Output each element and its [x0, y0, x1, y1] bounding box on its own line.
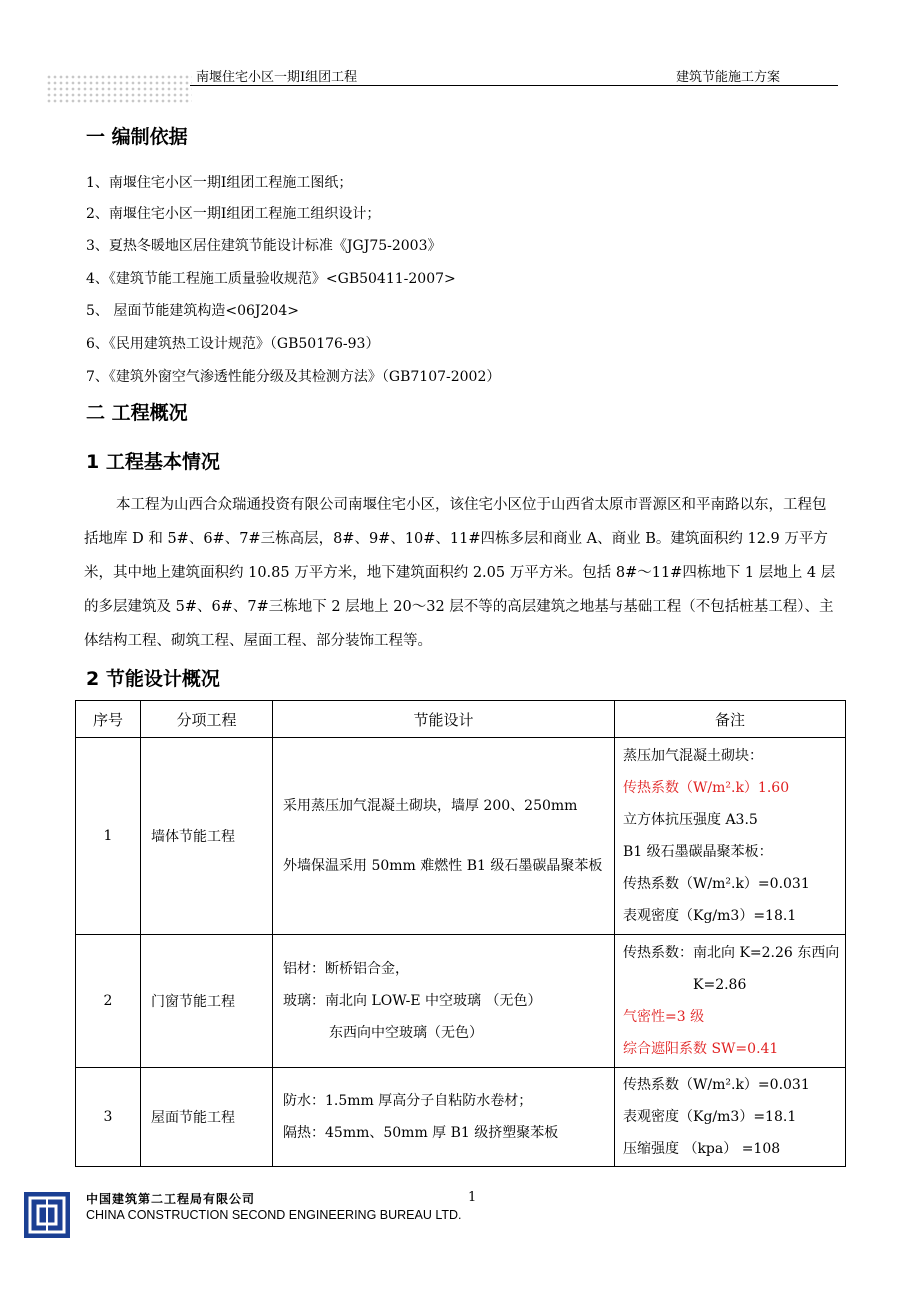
subsection-energy-design-heading: 2 节能设计概况 — [86, 668, 220, 690]
row1-design — [273, 738, 615, 935]
company-logo — [24, 1192, 70, 1238]
row3-design-line: 隔热：45mm、50mm 厚 B1 级挤塑聚苯板 — [283, 1125, 559, 1141]
row2-design — [273, 935, 615, 1068]
table-row — [76, 1068, 846, 1167]
row2-item: 门窗节能工程 — [141, 935, 273, 1068]
row2-note: 传热系数：南北向 K=2.26 东西向 — [623, 945, 840, 961]
subsection-basic-info-heading: 1 工程基本情况 — [86, 451, 220, 473]
basis-item-3: 3、夏热冬暖地区居住建筑节能设计标准《JGJ75-2003》 — [86, 238, 442, 254]
row3-note: 表观密度（Kg/m3）=18.1 — [623, 1109, 797, 1125]
row2-note-highlight: 气密性=3 级 — [623, 1009, 705, 1025]
table-row — [76, 935, 846, 1068]
row1-design-line1: 采用蒸压加气混凝土砌块，墙厚 200、250mm — [283, 798, 578, 814]
row3-note: 传热系数（W/m².k）=0.031 — [623, 1077, 810, 1093]
header-item: 分项工程 — [141, 701, 273, 738]
row2-notes — [615, 935, 846, 1068]
row1-notes — [615, 738, 846, 935]
row2-no: 2 — [76, 935, 141, 1068]
row1-note: B1 级石墨碳晶聚苯板： — [623, 844, 773, 860]
footer-company-en: CHINA CONSTRUCTION SECOND ENGINEERING BUREAU LTD. — [86, 1208, 462, 1222]
header-logo-pattern — [46, 74, 192, 104]
basis-item-4: 4、《建筑节能工程施工质量验收规范》<GB50411-2007> — [86, 271, 456, 287]
header-rule — [190, 85, 838, 86]
row2-design-line: 铝材：断桥铝合金， — [283, 961, 409, 977]
row1-note: 表观密度（Kg/m3）=18.1 — [623, 908, 797, 924]
row3-item: 屋面节能工程 — [141, 1068, 273, 1167]
section-overview-heading: 二 工程概况 — [86, 402, 188, 424]
row3-note: 压缩强度 （kpa） =108 — [623, 1141, 781, 1157]
row1-note: 蒸压加气混凝土砌块： — [623, 748, 763, 764]
row1-no: 1 — [76, 738, 141, 935]
basis-item-1: 1、南堰住宅小区一期Ⅰ组团工程施工图纸； — [86, 175, 353, 191]
row3-design-line: 防水：1.5mm 厚高分子自粘防水卷材； — [283, 1093, 533, 1109]
footer-company-cn: 中国建筑第二工程局有限公司 — [86, 1192, 256, 1206]
company-logo-mark — [24, 1192, 70, 1238]
row3-design — [273, 1068, 615, 1167]
basis-item-2: 2、南堰住宅小区一期Ⅰ组团工程施工组织设计； — [86, 206, 381, 222]
project-description: 本工程为山西合众瑞通投资有限公司南堰住宅小区，该住宅小区位于山西省太原市晋源区和平南路以东，工程包括地库 D 和 5#、6#、7#三栋高层，8#、9#、10#、11#四栋多层和商业 A、商业 B。建筑面积约 12.9 万平方米，其中地上建筑面积约 10.85 万平方米，地下建筑面积约 2.05 万平方米。包括 8#～11#四栋地下 1 层地上 4 层的多层建筑及 5#、6#、7#三栋地下 2 层地上 20～32 层不等的高层建筑之地基与基础工程（不包括桩基工程）、主体结构工程、砌筑工程、屋面工程、部分装饰工程等。 — [84, 497, 836, 649]
energy-design-table — [75, 700, 846, 1167]
table-row — [76, 738, 846, 935]
row1-note-highlight: 传热系数（W/m².k）1.60 — [623, 780, 790, 796]
row1-note: 立方体抗压强度 A3.5 — [623, 812, 758, 828]
basis-item-5: 5、 屋面节能建筑构造<06J204> — [86, 303, 299, 319]
section-basis-heading: 一 编制依据 — [86, 126, 188, 148]
row3-notes — [615, 1068, 846, 1167]
header-project-title: 南堰住宅小区一期Ⅰ组团工程 — [196, 70, 358, 85]
row1-note: 传热系数（W/m².k）=0.031 — [623, 876, 810, 892]
table-header-row — [76, 701, 846, 738]
row2-design-line: 玻璃：南北向 LOW-E 中空玻璃 （无色） — [283, 993, 542, 1009]
header-notes: 备注 — [615, 701, 846, 738]
row1-item: 墙体节能工程 — [141, 738, 273, 935]
row2-design-line: 东西向中空玻璃（无色） — [329, 1025, 483, 1041]
header-doc-title: 建筑节能施工方案 — [676, 70, 781, 85]
header-design: 节能设计 — [273, 701, 615, 738]
row3-no: 3 — [76, 1068, 141, 1167]
basis-item-7: 7、《建筑外窗空气渗透性能分级及其检测方法》（GB7107-2002） — [86, 369, 501, 385]
row2-note: K=2.86 — [693, 977, 747, 993]
basis-item-6: 6、《民用建筑热工设计规范》（GB50176-93） — [86, 336, 380, 352]
row2-note-highlight: 综合遮阳系数 SW=0.41 — [623, 1041, 779, 1057]
row1-design-line2: 外墙保温采用 50mm 难燃性 B1 级石墨碳晶聚苯板 — [283, 858, 603, 874]
page-number: 1 — [468, 1190, 477, 1205]
header-no: 序号 — [76, 701, 141, 738]
